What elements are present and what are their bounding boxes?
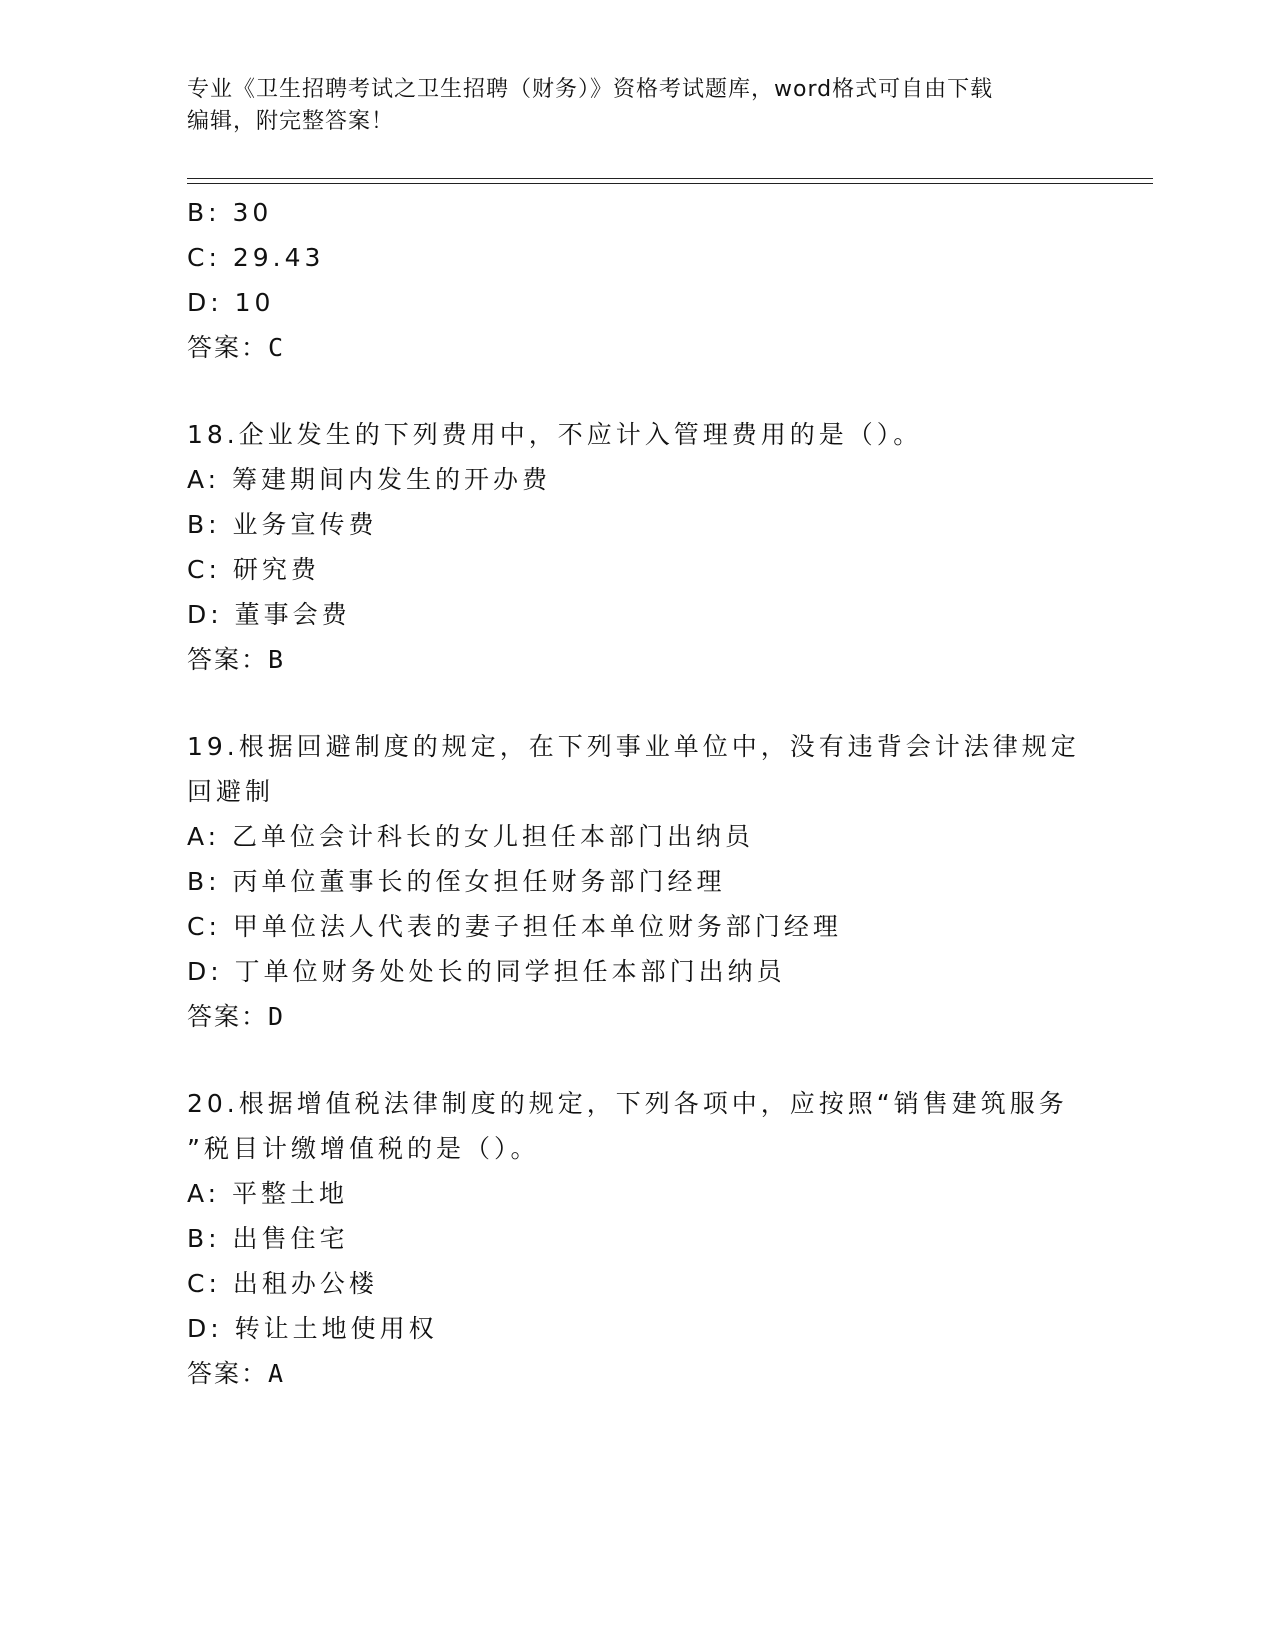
- question-20: [187, 1081, 1087, 1396]
- option-text: 丙单位董事长的侄女担任财务部门经理: [232, 867, 726, 896]
- option-label: C:: [187, 555, 221, 584]
- option-c: [187, 547, 1087, 592]
- answer-line: [187, 637, 1087, 682]
- option-label: A:: [187, 465, 221, 494]
- answer-line: [187, 325, 1087, 370]
- question-19: [187, 724, 1087, 1039]
- header-line-1: 专业《卫生招聘考试之卫生招聘（财务）》资格考试题库，word格式可自由下载: [187, 77, 994, 102]
- answer-label: 答案：: [187, 1359, 269, 1388]
- option-label: D:: [187, 288, 223, 317]
- option-text: 筹建期间内发生的开办费: [232, 465, 552, 494]
- option-label: A:: [187, 1179, 221, 1208]
- option-c: [187, 904, 1087, 949]
- option-text: 丁单位财务处处长的同学担任本部门出纳员: [234, 957, 786, 986]
- option-label: C:: [187, 1269, 221, 1298]
- option-d: [187, 280, 1087, 325]
- option-d: [187, 1306, 1087, 1351]
- option-b: [187, 1216, 1087, 1261]
- question-stem-line-1: 19.根据回避制度的规定，在下列事业单位中，没有违背会计法律规定: [187, 732, 1080, 761]
- answer-value: D: [268, 1002, 285, 1031]
- question-18: [187, 412, 1087, 682]
- option-label: D:: [187, 957, 223, 986]
- option-d: [187, 949, 1087, 994]
- question-stem-line-2: ”税目计缴增值税的是（）。: [187, 1134, 540, 1163]
- option-label: B:: [187, 867, 221, 896]
- answer-value: B: [268, 645, 285, 674]
- option-b: [187, 190, 1087, 235]
- option-text: 10: [234, 288, 275, 317]
- option-text: 业务宣传费: [232, 510, 378, 539]
- header-rule-bottom: [187, 183, 1153, 184]
- option-b: [187, 859, 1087, 904]
- option-text: 29.43: [232, 243, 325, 272]
- question-content: [187, 190, 1087, 1396]
- option-text: 平整土地: [232, 1179, 349, 1208]
- question-stem-line-2: 回避制: [187, 777, 275, 806]
- answer-line: [187, 1351, 1087, 1396]
- answer-value: A: [268, 1359, 285, 1388]
- option-text: 董事会费: [234, 600, 351, 629]
- option-c: [187, 1261, 1087, 1306]
- option-label: D:: [187, 1314, 223, 1343]
- header-line-2: 编辑，附完整答案！: [187, 109, 395, 134]
- header-rule-top: [187, 178, 1153, 179]
- option-label: B:: [187, 1224, 221, 1253]
- answer-label: 答案：: [187, 333, 269, 362]
- option-label: B:: [187, 510, 221, 539]
- option-label: C:: [187, 243, 221, 272]
- option-a: [187, 457, 1087, 502]
- option-text: 出租办公楼: [232, 1269, 378, 1298]
- answer-label: 答案：: [187, 645, 269, 674]
- question-stem: 18.企业发生的下列费用中，不应计入管理费用的是（）。: [187, 420, 923, 449]
- option-d: [187, 592, 1087, 637]
- option-label: A:: [187, 822, 221, 851]
- question-stem-line-1: 20.根据增值税法律制度的规定，下列各项中，应按照“销售建筑服务: [187, 1089, 1068, 1118]
- option-a: [187, 814, 1087, 859]
- option-text: 乙单位会计科长的女儿担任本部门出纳员: [232, 822, 755, 851]
- option-label: D:: [187, 600, 223, 629]
- option-text: 甲单位法人代表的妻子担任本单位财务部门经理: [232, 912, 842, 941]
- option-text: 转让土地使用权: [234, 1314, 438, 1343]
- answer-line: [187, 994, 1087, 1039]
- option-label: B:: [187, 198, 221, 227]
- option-label: C:: [187, 912, 221, 941]
- question-17-tail: [187, 190, 1087, 370]
- document-header: [187, 74, 1087, 138]
- answer-label: 答案：: [187, 1002, 269, 1031]
- option-c: [187, 235, 1087, 280]
- option-text: 30: [232, 198, 273, 227]
- option-text: 出售住宅: [232, 1224, 349, 1253]
- answer-value: C: [268, 333, 285, 362]
- option-a: [187, 1171, 1087, 1216]
- option-b: [187, 502, 1087, 547]
- option-text: 研究费: [232, 555, 320, 584]
